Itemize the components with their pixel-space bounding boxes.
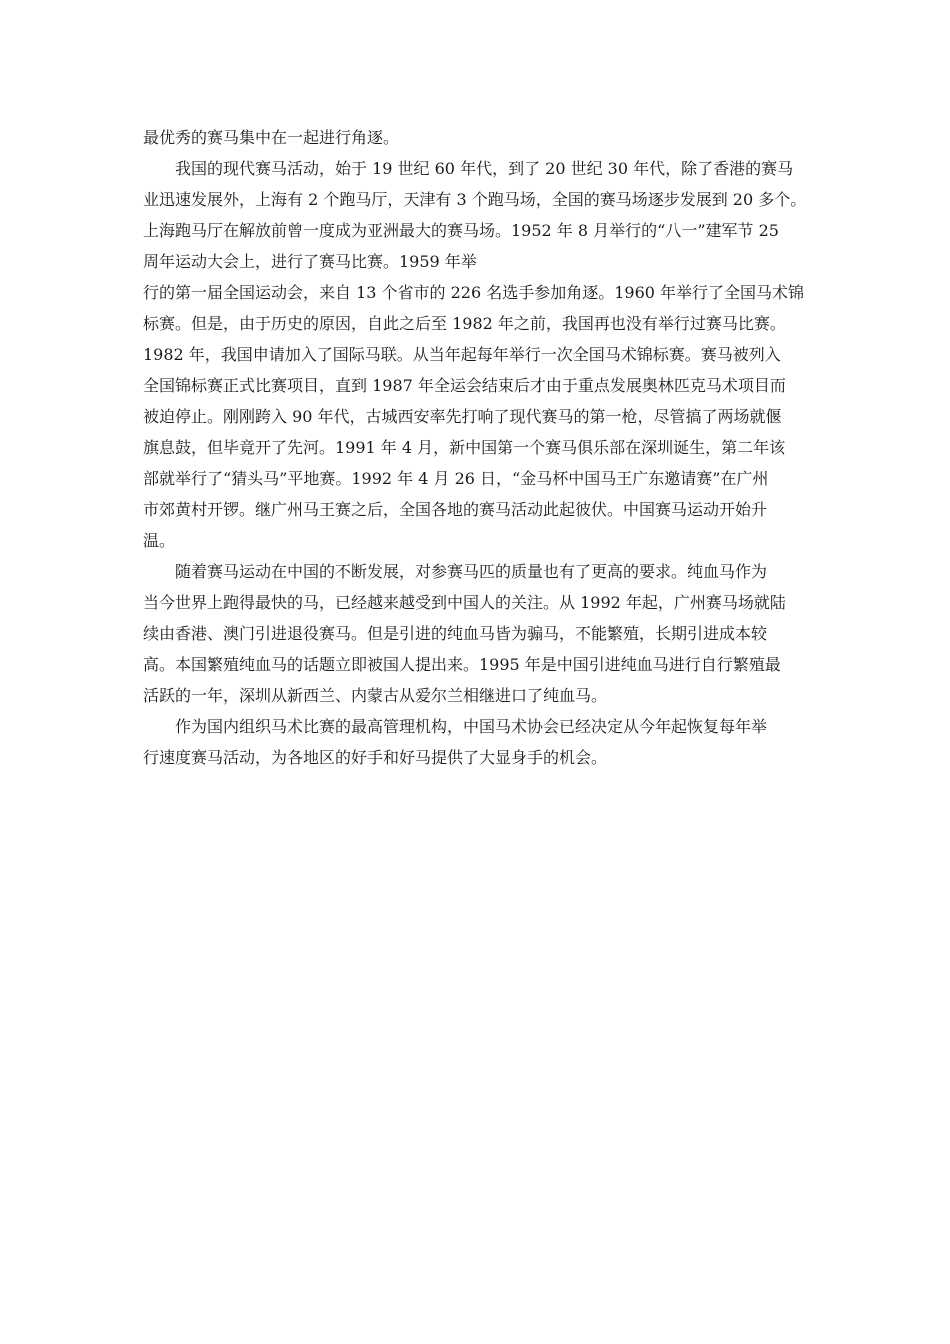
text-line: 1982 年，我国申请加入了国际马联。从当年起每年举行一次全国马术锦标赛。赛马被列入 [143, 345, 781, 364]
text-line: 温。 [143, 531, 176, 550]
text-line: 续由香港、澳门引进退役赛马。但是引进的纯血马皆为骟马，不能繁殖，长期引进成本较 [143, 624, 768, 643]
paragraph-2 [143, 153, 827, 556]
text-line: 旗息鼓，但毕竟开了先河。1991 年 4 月，新中国第一个赛马俱乐部在深圳诞生，第二年该 [143, 438, 786, 457]
text-line: 高。本国繁殖纯血马的话题立即被国人提出来。1995 年是中国引进纯血马进行自行繁殖最 [143, 655, 781, 674]
text-line: 最优秀的赛马集中在一起进行角逐。 [143, 128, 400, 147]
text-line: 标赛。但是，由于历史的原因，自此之后至 1982 年之前，我国再也没有举行过赛马比赛。 [143, 314, 786, 333]
text-line: 上海跑马厅在解放前曾一度成为亚洲最大的赛马场。1952 年 8 月举行的“八一”建军节 25 [143, 221, 779, 240]
paragraph-4 [143, 711, 827, 773]
text-line: 当今世界上跑得最快的马，已经越来越受到中国人的关注。从 1992 年起，广州赛马场就陆 [143, 593, 786, 612]
paragraph-1 [143, 122, 827, 153]
text-line: 活跃的一年，深圳从新西兰、内蒙古从爱尔兰相继进口了纯血马。 [143, 686, 608, 705]
text-line: 业迅速发展外，上海有 2 个跑马厅，天津有 3 个跑马场，全国的赛马场逐步发展到 20 多个。 [143, 190, 807, 209]
paragraph-3 [143, 556, 827, 711]
text-line: 部就举行了“猜头马”平地赛。1992 年 4 月 26 日，“金马杯中国马王广东邀请赛”在广州 [143, 469, 769, 488]
text-line: 被迫停止。刚刚跨入 90 年代，古城西安率先打响了现代赛马的第一枪，尽管搞了两场就偃 [143, 407, 782, 426]
text-line: 随着赛马运动在中国的不断发展，对参赛马匹的质量也有了更高的要求。纯血马作为 [175, 562, 768, 581]
text-line: 行的第一届全国运动会，来自 13 个省市的 226 名选手参加角逐。1960 年举行了全国马术锦 [143, 283, 805, 302]
text-line: 作为国内组织马术比赛的最高管理机构，中国马术协会已经决定从今年起恢复每年举 [175, 717, 768, 736]
text-line: 市郊黄村开锣。继广州马王赛之后，全国各地的赛马活动此起彼伏。中国赛马运动开始升 [143, 500, 768, 519]
text-line: 我国的现代赛马活动，始于 19 世纪 60 年代，到了 20 世纪 30 年代，除了香港的赛马 [175, 159, 794, 178]
document-body [143, 122, 827, 773]
text-line: 周年运动大会上，进行了赛马比赛。1959 年举 [143, 252, 477, 271]
text-line: 全国锦标赛正式比赛项目，直到 1987 年全运会结束后才由于重点发展奥林匹克马术项目而 [143, 376, 786, 395]
text-line: 行速度赛马活动，为各地区的好手和好马提供了大显身手的机会。 [143, 748, 608, 767]
